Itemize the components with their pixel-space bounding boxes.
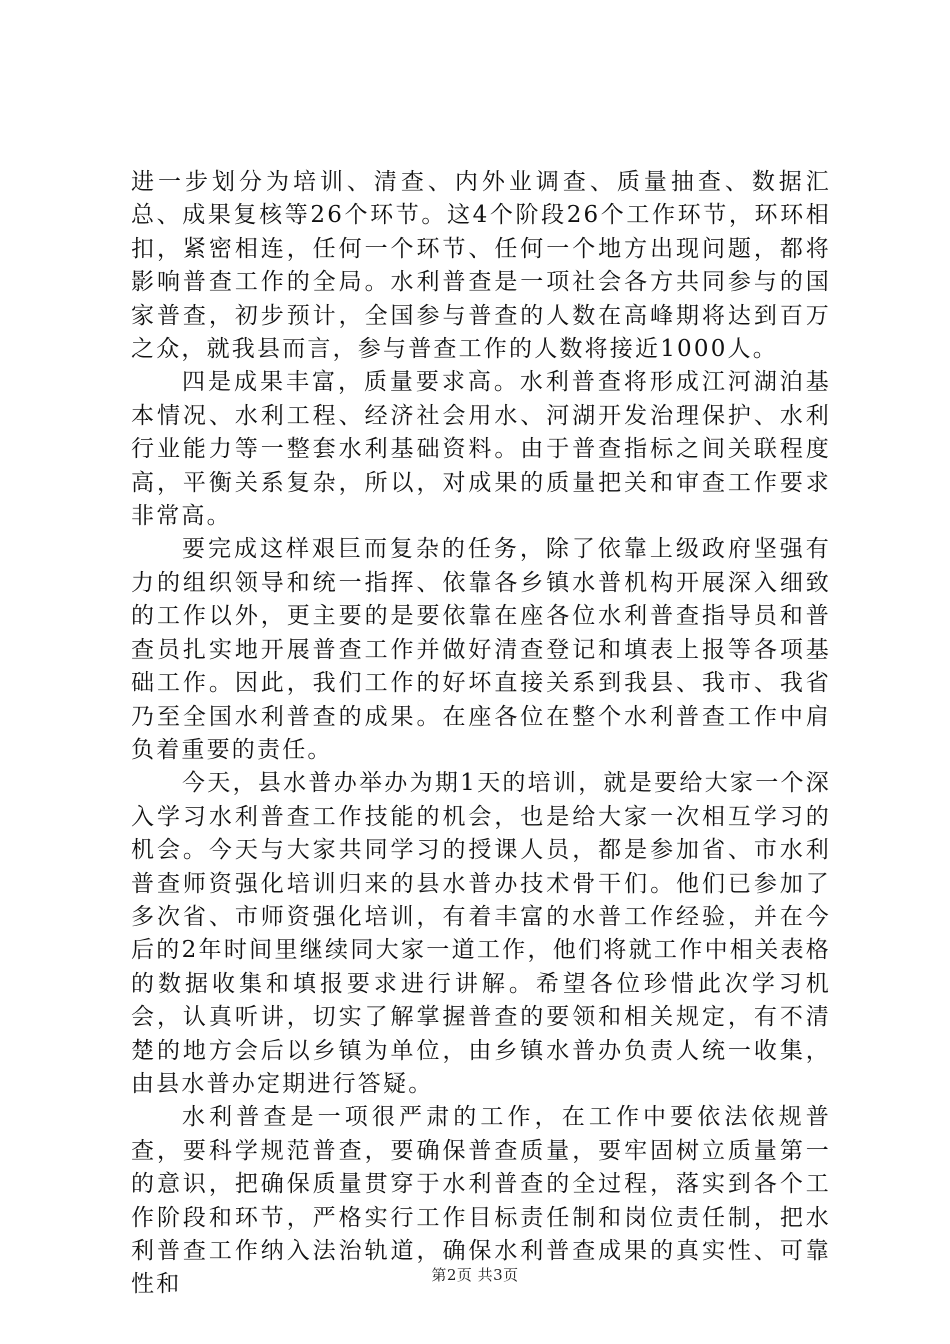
paragraph-1: 进一步划分为培训、清查、内外业调查、质量抽查、数据汇总、成果复核等26个环节。这4个阶段26个工作环节，环环相扣，紧密相连，任何一个环节、任何一个地方出现问题，都将影响普查工作的全局。水利普查是一项社会各方共同参与的国家普查，初步预计，全国参与普查的人数在高峰期将达到百万之众，就我县而言，参与普查工作的人数将接近1000人。	[131, 169, 831, 363]
paragraph-4: 今天，县水普办举办为期1天的培训，就是要给大家一个深入学习水利普查工作技能的机会，也是给大家一次相互学习的机会。今天与大家共同学习的授课人员，都是参加省、市水利普查师资强化培训归来的县水普办技术骨干们。他们已参加了多次省、市师资强化培训，有着丰富的水普工作经验，并在今后的2年时间里继续同大家一道工作，他们将就工作中相关表格的数据收集和填报要求进行讲解。希望各位珍惜此次学习机会，认真听讲，切实了解掌握普查的要领和相关规定，有不清楚的地方会后以乡镇为单位，由乡镇水普办负责人统一收集，由县水普办定期进行答疑。	[131, 770, 831, 1097]
paragraph-3: 要完成这样艰巨而复杂的任务，除了依靠上级政府坚强有力的组织领导和统一指挥、依靠各乡镇水普机构开展深入细致的工作以外，更主要的是要依靠在座各位水利普查指导员和普查员扎实地开展普查工作并做好清查登记和填表上报等各项基础工作。因此，我们工作的好坏直接关系到我县、我市、我省乃至全国水利普查的成果。在座各位在整个水利普查工作中肩负着重要的责任。	[131, 536, 831, 763]
page-number-footer: 第2页 共3页	[431, 1266, 519, 1284]
paragraph-2: 四是成果丰富，质量要求高。水利普查将形成江河湖泊基本情况、水利工程、经济社会用水、河湖开发治理保护、水利行业能力等一整套水利基础资料。由于普查指标之间关联程度高，平衡关系复杂，所以，对成果的质量把关和审查工作要求非常高。	[131, 369, 831, 530]
document-body	[131, 166, 831, 1302]
paragraph-5: 水利普查是一项很严肃的工作，在工作中要依法依规普查，要科学规范普查，要确保普查质量，要牢固树立质量第一的意识，把确保质量贯穿于水利普查的全过程，落实到各个工作阶段和环节，严格实行工作目标责任制和岗位责任制，把水利普查工作纳入法治轨道，确保水利普查成果的真实性、可靠性和	[131, 1104, 831, 1298]
